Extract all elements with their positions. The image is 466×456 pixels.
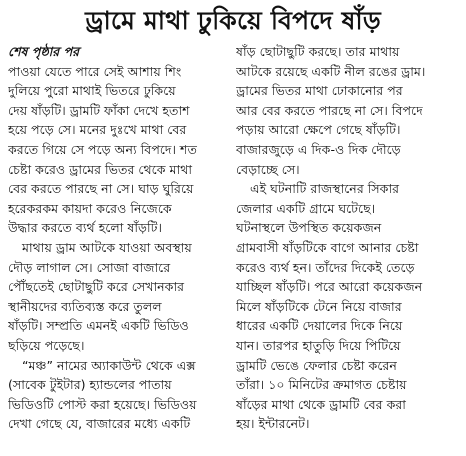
body-line: ষাঁড়ের মাথা থেকে ড্রামটি বের করা [236, 396, 406, 412]
left-column [8, 42, 230, 434]
body-line: মাথায় ড্রাম আটকে যাওয়া অবস্থায় [22, 239, 192, 255]
body-line: পাওয়া যেতে পারে সেই আশায় শিং [8, 63, 182, 79]
continuation-kicker: শেষ পৃষ্ঠার পর [8, 44, 80, 59]
body-line: যাচ্ছিল ষাঁড়টি। পরে আরো কয়েকজন [236, 279, 423, 295]
body-line: ষাঁড় ছোটাছুটি করছে। তার মাথায় [236, 44, 400, 59]
body-line: দেয় ষাঁড়টি। ড্রামটি ফাঁকা দেখে হতাশ [8, 102, 190, 118]
body-line: হয়। ইন্টারনেট। [236, 416, 310, 432]
body-line: গ্রামবাসী ষাঁড়টিকে বাগে আনার চেষ্টা [236, 239, 419, 255]
body-line: স্থানীয়দের ব্যতিব্যস্ত করে তুলল [8, 298, 162, 314]
body-line: ড্রামটি ভেঙে ফেলার চেষ্টা করেন [236, 357, 397, 373]
article-columns [8, 42, 458, 434]
body-line: পৌঁছতেই ছোটাছুটি করে সেখানকার [8, 279, 185, 295]
body-line: করতে গিয়ে সে পড়ে অন্য বিপদে। শত [8, 141, 197, 157]
body-line: দৌড় লাগাল সে। সোজা বাজারে [8, 259, 171, 275]
body-line: যান। তারপর হাতুড়ি দিয়ে পিটিয়ে [236, 337, 401, 353]
body-line: দুলিয়ে পুরো মাথাই ভিতরে ঢুকিয়ে [8, 83, 176, 99]
body-line: “মঞ্চ” নামের অ্যাকাউন্ট থেকে এক্স [22, 357, 196, 373]
body-line: বেড়াচ্ছে সে। [236, 161, 300, 177]
body-line: ড্রামের ভিতর মাথা ঢোকানোর পর [236, 83, 403, 99]
body-line: হরেকরকম কায়দা করেও নিজেকে [8, 200, 172, 216]
body-line: (সাবেক টুইটার) হ্যান্ডলের পাতায় [8, 377, 172, 393]
body-line: আটকে রয়েছে একটি নীল রঙের ড্রাম। [236, 63, 426, 79]
body-line: দেখা গেছে যে, বাজারের মধ্যে একটি [8, 416, 191, 432]
body-line: ছড়িয়ে পড়েছে। [8, 337, 85, 353]
body-line: উদ্ধার করতে ব্যর্থ হলো ষাঁড়টি। [8, 220, 162, 236]
body-line: জেলার একটি গ্রামে ঘটেছে। [236, 200, 376, 216]
body-line: পড়ায় আরো ক্ষেপে গেছে ষাঁড়টি। [236, 122, 401, 138]
right-column [236, 42, 458, 434]
body-line: ঘটনাস্থলে উপস্থিত কয়েকজন [236, 220, 382, 236]
body-line: বের করতে পারছে না সে। ঘাড় ঘুরিয়ে [8, 181, 194, 197]
headline: ড্রামে মাথা ঢুকিয়ে বিপদে ষাঁড় [85, 6, 381, 35]
body-line: ধারের একটি দেয়ালের দিকে নিয়ে [236, 318, 403, 334]
body-line: চেষ্টা করেও ড্রামের ভিতর থেকে মাথা [8, 161, 193, 177]
body-line: করেও ব্যর্থ হন। তাঁদের দিকেই তেড়ে [236, 259, 415, 275]
body-line: তাঁরা। ১০ মিনিটের ক্রমাগত চেষ্টায় [236, 377, 407, 393]
body-line: হয়ে পড়ে সে। মনের দুঃখে মাথা বের [8, 122, 187, 138]
body-line: এই ঘটনাটি রাজস্থানের সিকার [250, 181, 400, 197]
body-line: ভিডিওটি পোস্ট করা হয়েছে। ভিডিওয় [8, 396, 197, 412]
body-line: আর বের করতে পারছে না সে। বিপদে [236, 102, 423, 118]
body-line: মিলে ষাঁড়টিকে টেনে নিয়ে বাজার [236, 298, 402, 314]
body-line: ষাঁড়টি। সম্প্রতি এমনই একটি ভিডিও [8, 318, 189, 334]
body-line: বাজারজুড়ে এ দিক-ও দিক দৌড়ে [236, 141, 401, 157]
